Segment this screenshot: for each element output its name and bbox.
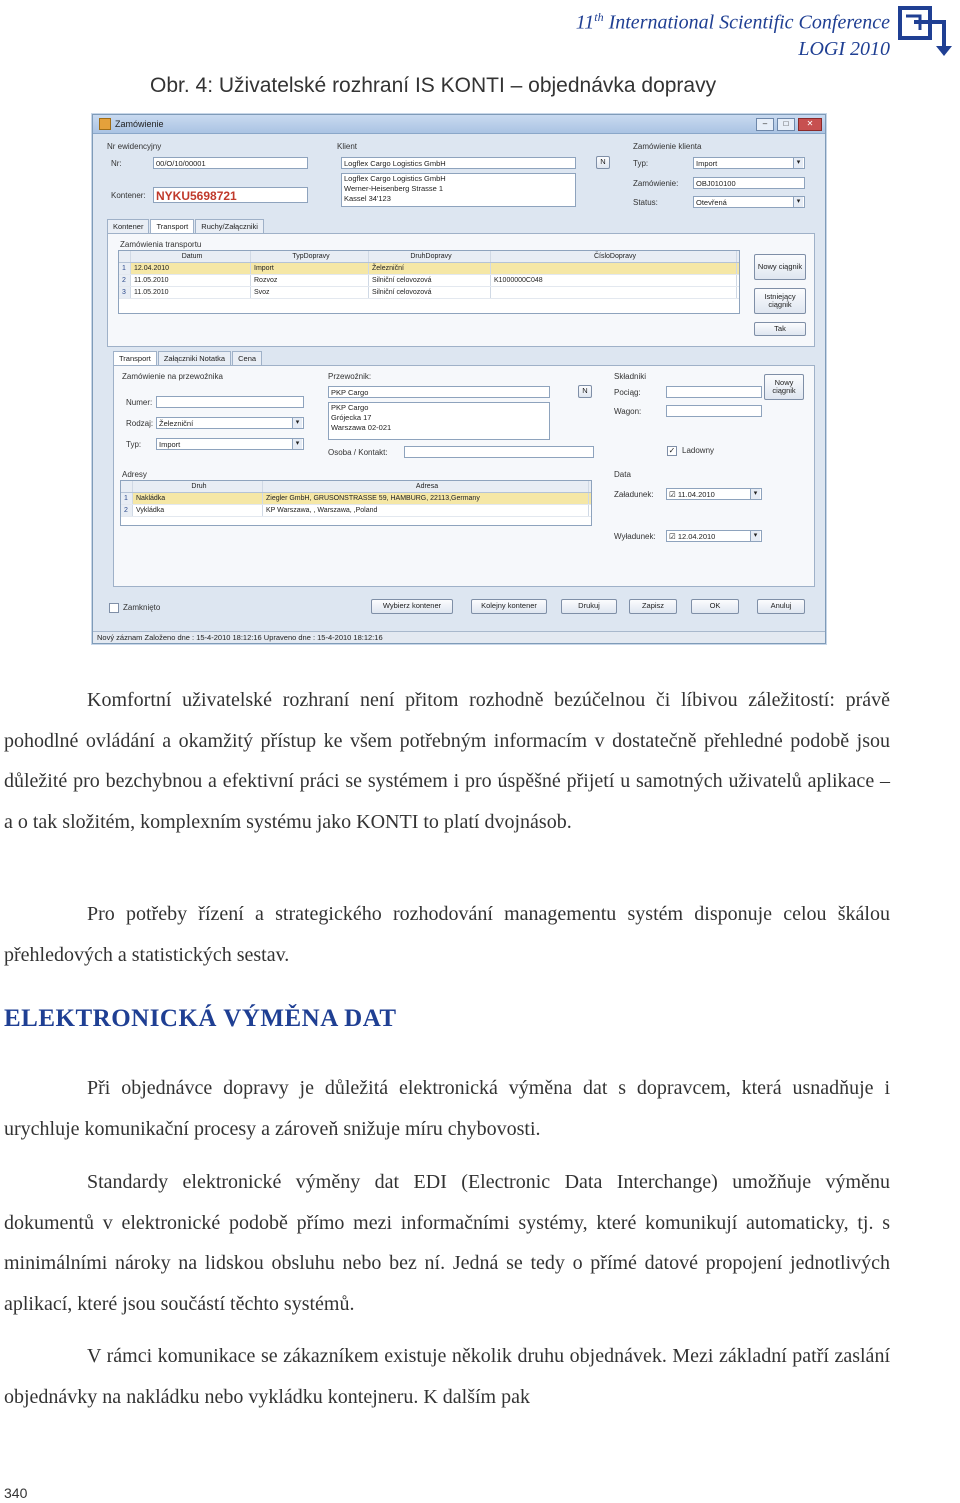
app-window-screenshot xyxy=(92,114,826,644)
kolejny-kontener-button[interactable]: Kolejny kontener xyxy=(471,599,547,614)
zamowienie-label: Zamówienie: xyxy=(633,179,679,188)
row-number: 1 xyxy=(119,263,131,274)
grid1-col-cislo: ČísloDopravy xyxy=(491,251,737,262)
zamkniete-label: Zamknięto xyxy=(123,603,161,612)
cell-cislo xyxy=(491,263,737,274)
zaladunek-date-picker[interactable] xyxy=(666,488,762,500)
tab-kontener[interactable]: Kontener xyxy=(107,219,149,233)
header-ordinal-sup: th xyxy=(594,10,604,24)
grid1-rownum-header xyxy=(119,251,131,262)
ladowny-checkbox[interactable]: ✓ xyxy=(668,446,676,455)
grid2-col-druh: Druh xyxy=(133,481,263,492)
cell-druh: Nakládka xyxy=(133,493,263,504)
nr-label: Nr: xyxy=(111,159,122,168)
transport-orders-grid xyxy=(118,250,740,314)
table-row[interactable] xyxy=(119,263,739,275)
paragraph-5-text: V rámci komunikace se zákazníkem existuje několik druhu objednávek. Mezi základní patří zaslání objednávky na nakládku nebo vykládku kontejneru. K dalším pak xyxy=(4,1345,890,1408)
page-number: 340 xyxy=(4,1485,28,1501)
table-row[interactable] xyxy=(119,287,739,299)
przewoznik-address-field xyxy=(328,402,550,440)
klient-address-line: Kassel 34'123 xyxy=(344,194,391,203)
table-row[interactable] xyxy=(119,275,739,287)
minimize-icon[interactable]: – xyxy=(756,118,774,131)
rodzaj-label: Rodzaj: xyxy=(126,419,154,428)
paragraph-4 xyxy=(4,1162,890,1324)
nowy-ciagnik-2-button[interactable]: Nowy ciągnik xyxy=(764,374,804,400)
cell-cislo xyxy=(491,287,737,298)
zamowienie-przewoznik-title: Zamówienie na przewoźnika xyxy=(122,372,223,381)
tab-transport[interactable]: Transport xyxy=(150,219,194,233)
wyladunek-value: 12.04.2010 xyxy=(677,532,716,541)
przewoznik-address-line: PKP Cargo xyxy=(331,403,369,412)
table-row[interactable] xyxy=(121,505,591,517)
row-number: 1 xyxy=(121,493,133,504)
tab-cena[interactable]: Cena xyxy=(232,351,262,365)
wybierz-kontener-button[interactable]: Wybierz kontener xyxy=(371,599,453,614)
przewoznik-n-button[interactable]: N xyxy=(578,385,592,398)
maximize-icon[interactable]: □ xyxy=(777,118,795,131)
paragraph-1-text: Komfortní uživatelské rozhraní není přitom rozhodně bezúčelnou či líbivou záležitostí: právě pohodlné ovládání a okamžitý přístup ke všem potřebným informacím v dostatečně přehledné podobě jsou důležité pro bezchybnou a efektivní práci se systémem i pro úspěšné přijetí u samotných uživatelů aplikace – a o tak složitém, komplexním systému jako KONTI to platí dvojnásob. xyxy=(4,689,890,833)
zaladunek-label: Załadunek: xyxy=(614,490,654,499)
przewoznik-label: Przewoźnik: xyxy=(328,372,372,381)
grid2-col-adresa: Adresa xyxy=(263,481,589,492)
nowy-ciagnik-button[interactable]: Nowy ciągnik xyxy=(754,254,806,280)
wyladunek-date-picker[interactable] xyxy=(666,530,762,542)
typ2-select[interactable]: Import ▾ xyxy=(156,438,304,450)
grid1-col-datum: Datum xyxy=(131,251,251,262)
row-number: 2 xyxy=(121,505,133,516)
grid1-col-typ: TypDopravy xyxy=(251,251,369,262)
nr-ewidencyjny-label: Nr ewidencyjny xyxy=(107,142,162,151)
drukuj-button[interactable]: Drukuj xyxy=(561,599,617,614)
przewoznik-field[interactable]: PKP Cargo xyxy=(328,386,550,398)
paragraph-3-text: Při objednávce dopravy je důležitá elektronická výměna dat s dopravcem, která usnadňuje i urychluje komunikační procesy a zároveň snižuje míru chybovosti. xyxy=(4,1077,890,1140)
tab-zalaczniki[interactable]: Załączniki Notatka xyxy=(158,351,231,365)
paragraph-2-text: Pro potřeby řízení a strategického rozhodování managementu systém disponuje celou škálou přehledových a statistických sestav. xyxy=(4,903,890,966)
pociag-field[interactable] xyxy=(666,386,762,398)
window-titlebar xyxy=(93,115,825,134)
bottom-tabs xyxy=(113,351,263,365)
klient-name-field[interactable]: Logflex Cargo Logistics GmbH xyxy=(341,157,576,169)
klient-address-line: Logflex Cargo Logistics GmbH xyxy=(344,174,446,183)
istniejacy-ciagnik-button[interactable]: Istniejący ciągnik xyxy=(754,288,806,314)
typ2-label: Typ: xyxy=(126,440,142,449)
cell-druh: Železniční xyxy=(369,263,491,274)
cell-typ: Import xyxy=(251,263,369,274)
klient-label: Klient xyxy=(337,142,358,151)
kontener-label: Kontener: xyxy=(111,191,146,200)
cell-cislo: K1000000C048 xyxy=(491,275,737,286)
cell-typ: Svoz xyxy=(251,287,369,298)
zaladunek-value: 11.04.2010 xyxy=(677,490,715,499)
zamowienie-field[interactable]: OBJ010100 xyxy=(693,177,805,189)
status-bar: Nový záznam Založeno dne : 15-4-2010 18:12:16 Upraveno dne : 15-4-2010 18:12:16 xyxy=(93,631,825,643)
grid2-rownum-header xyxy=(121,481,133,492)
osoba-label: Osoba / Kontakt: xyxy=(328,448,388,457)
paragraph-3 xyxy=(4,1068,890,1149)
rodzaj-select[interactable]: Železniční ▾ xyxy=(156,417,304,429)
anuluj-button[interactable]: Anuluj xyxy=(757,599,805,614)
wyladunek-checkbox-icon: ☑ xyxy=(669,532,678,541)
header-ordinal: 11 xyxy=(575,11,595,34)
cell-datum: 12.04.2010 xyxy=(131,263,251,274)
ladowny-label: Ladowny xyxy=(682,446,715,455)
status-select[interactable]: Otevřená ▾ xyxy=(693,196,805,208)
klient-address-field xyxy=(341,173,576,207)
conference-header xyxy=(576,4,890,62)
paragraph-4-text: Standardy elektronické výměny dat EDI (Electronic Data Interchange) umožňuje výměnu dokumentů v elektronické podobě přímo mezi informačními systémy, které komunikují automaticky, tj. s minimálními nároky na lidskou obsluhu nebo bez ní. Jedná se tedy o přímé datové propojení jednotlivých aplikací, které jsou součástí těchto systémů. xyxy=(4,1171,890,1315)
cell-adresa: Ziegler GmbH, GRUSONSTRASSE 59, HAMBURG, 22113,Germany xyxy=(263,493,589,504)
tak-button[interactable]: Tak xyxy=(754,322,806,336)
grid1-title: Zamówienia transportu xyxy=(120,240,202,249)
zapisz-button[interactable]: Zapisz xyxy=(629,599,677,614)
grid1-col-druh: DruhDopravy xyxy=(369,251,491,262)
tab-ruchy[interactable]: Ruchy/Załączniki xyxy=(195,219,264,233)
paragraph-1 xyxy=(4,680,890,842)
cell-adresa: KP Warszawa, , Warszawa, ,Poland xyxy=(263,505,589,516)
przewoznik-address-line: Warszawa 02-021 xyxy=(331,423,392,432)
typ-label: Typ: xyxy=(633,159,649,168)
paragraph-2 xyxy=(4,894,890,975)
skladniki-title: Składniki xyxy=(614,372,647,381)
cell-typ: Rozvoz xyxy=(251,275,369,286)
nr-field[interactable]: 00/O/10/00001 xyxy=(153,157,308,169)
typ-select[interactable]: Import ▾ xyxy=(693,157,805,169)
grid1-header xyxy=(119,251,739,263)
zamkniete-checkbox[interactable] xyxy=(109,603,119,613)
cell-druh: Silniční celovozová xyxy=(369,287,491,298)
wyladunek-label: Wyładunek: xyxy=(614,532,656,541)
cell-datum: 11.05.2010 xyxy=(131,275,251,286)
logi-logo-icon xyxy=(896,2,956,64)
wagon-field[interactable] xyxy=(666,405,762,417)
paragraph-5 xyxy=(4,1336,890,1417)
window-title: Zamówienie xyxy=(115,119,164,129)
app-icon xyxy=(99,118,111,130)
cell-druh: Vykládka xyxy=(133,505,263,516)
header-conference: International Scientific Conference xyxy=(603,11,890,34)
numer-field[interactable] xyxy=(156,396,304,408)
cell-datum: 11.05.2010 xyxy=(131,287,251,298)
osoba-field[interactable] xyxy=(404,446,594,458)
table-row[interactable] xyxy=(121,493,591,505)
addresses-grid xyxy=(120,480,592,526)
section-heading: ELEKTRONICKÁ VÝMĚNA DAT xyxy=(4,1005,397,1032)
numer-label: Numer: xyxy=(126,398,153,407)
pociag-label: Pociąg: xyxy=(614,388,641,397)
cell-druh: Silniční celovozová xyxy=(369,275,491,286)
close-icon[interactable]: ✕ xyxy=(798,118,822,131)
status-label: Status: xyxy=(633,198,658,207)
grid2-header xyxy=(121,481,591,493)
row-number: 3 xyxy=(119,287,131,298)
zaladunek-checkbox-icon: ☑ xyxy=(669,490,678,499)
ok-button[interactable]: OK xyxy=(691,599,739,614)
kontener-field[interactable]: NYKU5698721 xyxy=(153,187,308,203)
przewoznik-address-line: Grójecka 17 xyxy=(331,413,372,422)
transport-panel xyxy=(107,233,815,347)
klient-n-button[interactable]: N xyxy=(596,156,610,169)
tab-transport-detail[interactable]: Transport xyxy=(113,351,157,365)
header-event: LOGI 2010 xyxy=(798,37,890,60)
klient-address-line: Werner-Heisenberg Strasse 1 xyxy=(344,184,444,193)
data-title: Data xyxy=(614,470,631,479)
transport-detail-panel xyxy=(113,365,815,587)
figure-caption: Obr. 4: Uživatelské rozhraní IS KONTI – objednávka dopravy xyxy=(150,74,717,97)
wagon-label: Wagon: xyxy=(614,407,642,416)
top-tabs xyxy=(107,219,265,233)
row-number: 2 xyxy=(119,275,131,286)
adresy-title: Adresy xyxy=(122,470,147,479)
zamowienie-klienta-label: Zamówienie klienta xyxy=(633,142,702,151)
